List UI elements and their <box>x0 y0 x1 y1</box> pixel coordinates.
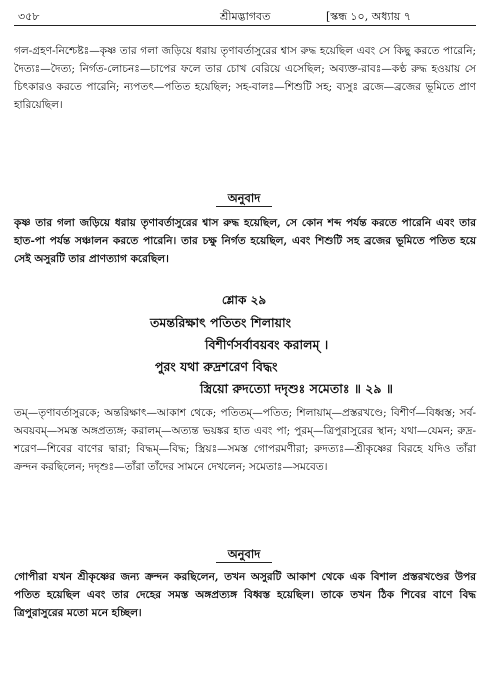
verse-text <box>0 312 488 400</box>
page-number: ৩৫৮ <box>18 10 40 23</box>
synonyms-paragraph-1: গল-গ্রহণ-নিশ্চেষ্টঃ—কৃষ্ণ তার গলা জড়িয়ে ধরায় তৃণাবর্তাসুরের শ্বাস রুদ্ধ হয়েছিল এবং সে কিছু করতে পারেনি; দৈত্যঃ—দৈত্য; নির্গত-লোচনঃ—চাপের ফলে তার চোখ বেরিয়ে এসেছিল; অব্যক্ত-রাবঃ—কণ্ঠ রুদ্ধ হওয়ায় সে চিৎকারও করতে পারেনি; ন্যপতৎ—পতিত হয়েছিল; সহ-বালঃ—শিশুটি সহ; ব্যসুঃ ব্রজে—ব্রজের ভূমিতে প্রাণ হারিয়েছিল। <box>14 45 476 111</box>
verse-line-2: বিশীর্ণসর্বাবয়বং করালম্ । <box>205 337 329 352</box>
heading-underline-2 <box>216 562 272 563</box>
heading-underline-1 <box>216 206 272 207</box>
header-rule <box>14 25 476 26</box>
section-reference: [স্কন্ধ ১০, অধ্যায় ৭ <box>326 10 411 23</box>
page-header <box>0 0 488 24</box>
verse-line-3: পুরং যথা রুদ্রশরেণ বিদ্ধং <box>155 359 278 374</box>
book-title: শ্রীমদ্ভাগবত <box>220 10 271 23</box>
translation-heading-2: অনুবাদ <box>227 547 261 561</box>
translation-heading-1: অনুবাদ <box>227 191 261 205</box>
verse-line-1: তমন্তরিক্ষাৎ পতিতং শিলায়াং <box>150 315 292 330</box>
synonyms-paragraph-2: তম্—তৃণাবর্তাসুরকে; অন্তরিক্ষাৎ—আকাশ থেকে; পতিতম্—পতিত; শিলায়াম্—প্রস্তরখণ্ডে; বিশীর্ণ—বিধ্বস্ত; সর্ব-অবয়বম্—সমস্ত অঙ্গপ্রত্যঙ্গ; করালম্—অত্যন্ত ভয়ঙ্কর হাত এবং পা; পুরম্—ত্রিপুরাসুরের স্থান; যথা—যেমন; রুদ্র-শরেণ—শিবের বাণের দ্বারা; বিদ্ধম্—বিদ্ধ; স্ত্রিয়ঃ—সমস্ত গোপরমণীরা; রুদত্যঃ—শ্রীকৃষ্ণের বিরহে যদিও তাঁরা ক্রন্দন করছিলেন; দদৃশুঃ—তাঁরা তাঁদের সামনে দেখলেন; সমেতাঃ—সমবেত। <box>14 407 476 473</box>
verse-line-4: স্ত্রিয়ো রুদত্যো দদৃশুঃ সমেতাঃ ॥ ২৯ ॥ <box>200 381 393 396</box>
translation-paragraph-1: কৃষ্ণ তার গলা জড়িয়ে ধরায় তৃণাবর্তাসুরের শ্বাস রুদ্ধ হয়েছিল, সে কোন শব্দ পর্যন্ত করতে পারেনি এবং তার হাত-পা পর্যন্ত সঞ্চালন করতে পারেনি। তার চক্ষু নির্গত হয়েছিল, এবং শিশুটি সহ ব্রজের ভূমিতে পতিত হয়ে সেই অসুরটি তার প্রাণত্যাগ করেছিল। <box>14 217 476 265</box>
verse-title: শ্লোক ২৯ <box>221 293 267 307</box>
translation-paragraph-2: গোপীরা যখন শ্রীকৃষ্ণের জন্য ক্রন্দন করছিলেন, তখন অসুরটি আকাশ থেকে এক বিশাল প্রস্তরখণ্ডের উপর পতিত হয়েছিল এবং তার দেহের সমস্ত অঙ্গপ্রত্যঙ্গ বিধ্বস্ত হয়েছিল। তাকে তখন ঠিক শিবের বাণে বিদ্ধ ত্রিপুরাসুরের মতো মনে হচ্ছিল। <box>14 571 476 619</box>
